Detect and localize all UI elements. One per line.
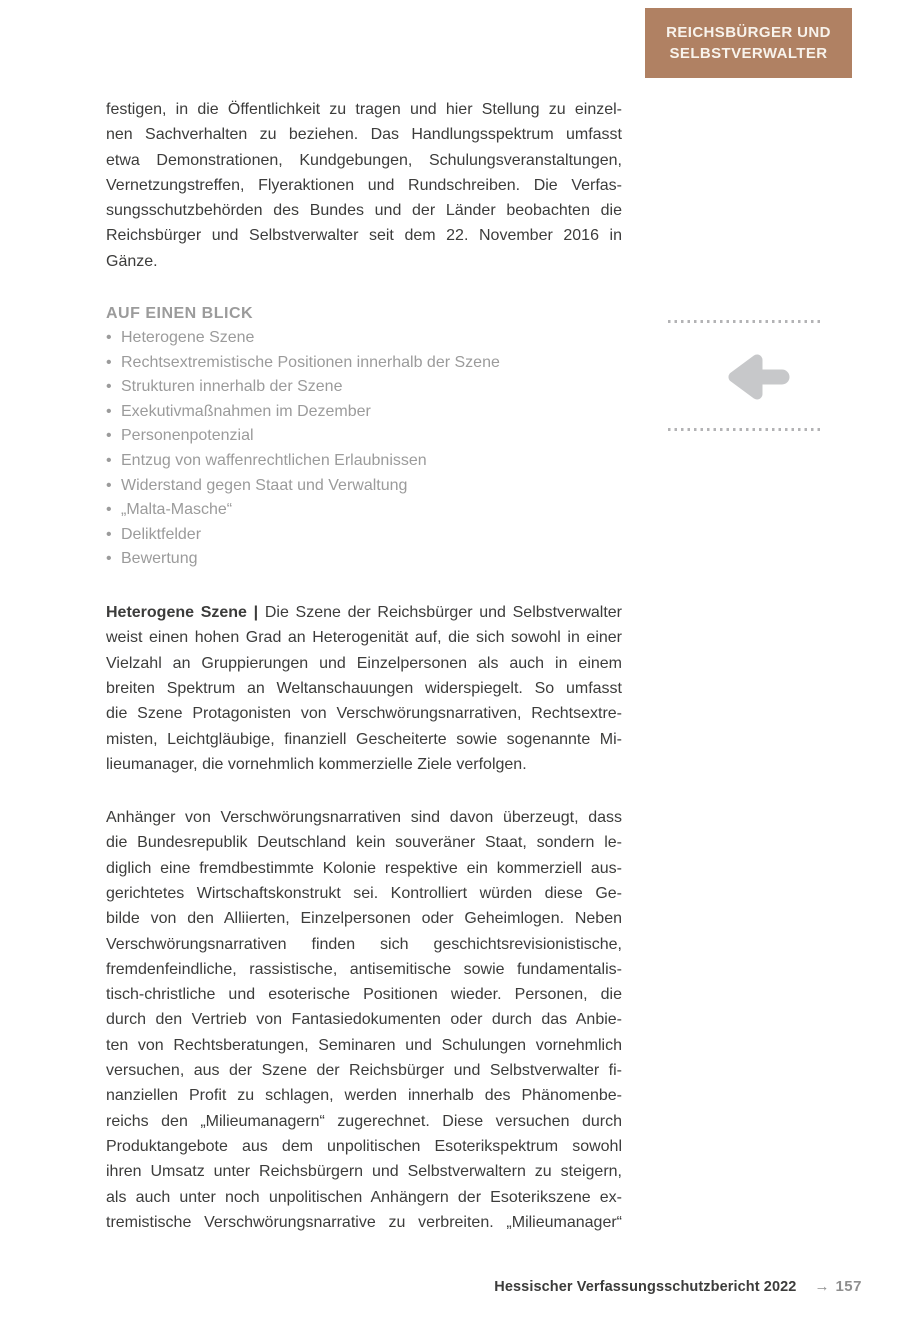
overview-item-label: Widerstand gegen Staat und Verwaltung (121, 476, 408, 494)
overview-list-item (106, 449, 622, 474)
overview-list-item (106, 351, 622, 376)
text-line: etwa Demonstrationen, Kundgebungen, Schulungsveranstaltungen, (106, 151, 622, 169)
chapter-tab-line1: REICHSBÜRGER UND (666, 24, 831, 41)
bullet-icon: • (106, 402, 112, 420)
overview-item-label: Personenpotenzial (121, 427, 254, 445)
bullet-icon: • (106, 329, 112, 347)
text-line: Verschwörungsnarrativen finden sich geschichtsrevisionistische, (106, 935, 622, 953)
report-title: Hessischer Verfassungsschutzbericht 2022 (494, 1279, 797, 1295)
text-line: diglich eine fremdbestimmte Kolonie respektive ein kommerziell aus- (106, 859, 622, 877)
overview-list (106, 326, 622, 572)
overview-item-label: Strukturen innerhalb der Szene (121, 378, 343, 396)
text-line: ten von Rechtsberatungen, Seminaren und Schulungen vornehmlich (106, 1036, 622, 1054)
chapter-tab-line2: SELBSTVERWALTER (669, 45, 828, 62)
text-line: misten, Leichtgläubige, finanziell Gescheiterte sowie sogenannte Mi- (106, 730, 622, 748)
overview-item-label: „Malta-Masche“ (121, 501, 233, 519)
text-line: weist einen hohen Grad an Heterogenität auf, die sich sowohl in einer (106, 629, 622, 647)
bullet-icon: • (106, 550, 112, 568)
paragraph-continuation (106, 625, 622, 777)
overview-list-item (106, 400, 622, 425)
page-arrow-icon: → (814, 1278, 830, 1295)
overview-list-item (106, 547, 622, 572)
dotted-divider-bottom (668, 428, 824, 431)
bullet-icon: • (106, 452, 112, 470)
back-arrow-icon (727, 351, 791, 403)
text-line: sungsschutzbehörden des Bundes und der Länder beobachten die (106, 202, 622, 220)
overview-item-label: Deliktfelder (121, 525, 202, 543)
overview-list-item (106, 523, 622, 548)
overview-item-label: Heterogene Szene (121, 329, 255, 347)
chapter-tab (645, 8, 852, 78)
text-line: Reichsbürger und Selbstverwalter seit dem 22. November 2016 in (106, 227, 622, 245)
paragraph-first-line-text: Die Szene der Reichsbürger und Selbstverwalter (264, 604, 623, 622)
bullet-icon: • (106, 476, 112, 494)
text-line: ihren Umsatz unter Reichsbürgern und Selbstverwaltern zu steigern, (106, 1163, 622, 1181)
overview-heading: AUF EINEN BLICK (106, 305, 254, 323)
text-line: gerichtetes Wirtschaftskonstrukt sei. Kontrolliert würden diese Ge- (106, 884, 622, 902)
text-line: tisch-christliche und esoterische Positionen wieder. Personen, die (106, 986, 622, 1004)
text-line: Vernetzungstreffen, Flyeraktionen und Rundschreiben. Die Verfas- (106, 176, 622, 194)
text-line: fremdenfeindliche, rassistische, antisemitische sowie fundamentalis- (106, 960, 622, 978)
overview-item-label: Rechtsextremistische Positionen innerhalb der Szene (121, 353, 500, 371)
bullet-icon: • (106, 353, 112, 371)
bullet-icon: • (106, 427, 112, 445)
overview-list-item (106, 375, 622, 400)
text-line: bilde von den Alliierten, Einzelpersonen oder Geheimlogen. Neben (106, 910, 622, 928)
text-line: durch den Vertrieb von Fantasiedokumenten oder durch das Anbie- (106, 1011, 622, 1029)
text-line: tremistische Verschwörungsnarrative zu verbreiten. „Milieumanager“ (106, 1213, 622, 1231)
bullet-icon: • (106, 525, 112, 543)
paragraph-first-line (106, 600, 622, 625)
bullet-icon: • (106, 501, 112, 519)
text-line: reichs den „Milieumanagern“ zugerechnet. Diese versuchen durch (106, 1112, 622, 1130)
text-line: nanziellen Profit zu schlagen, werden innerhalb des Phänomenbe- (106, 1087, 622, 1105)
overview-list-item (106, 326, 622, 351)
text-line: die Szene Protagonisten von Verschwörungsnarrativen, Rechtsextre- (106, 705, 622, 723)
overview-item-label: Bewertung (121, 550, 198, 568)
text-line: nen Sachverhalten zu beziehen. Das Handlungsspektrum umfasst (106, 126, 622, 144)
overview-item-label: Exekutivmaßnahmen im Dezember (121, 402, 371, 420)
text-line: Produktangebote aus dem unpolitischen Esoterikspektrum sowohl (106, 1137, 622, 1155)
anhaenger-paragraph (106, 805, 622, 1235)
page-number: 157 (835, 1278, 862, 1295)
overview-item-label: Entzug von waffenrechtlichen Erlaubnissen (121, 452, 427, 470)
text-line: versuchen, aus der Szene der Reichsbürger und Selbstverwalter fi- (106, 1062, 622, 1080)
text-line: lieumanager, die vornehmlich kommerzielle Ziele verfolgen. (106, 755, 527, 773)
page-footer (494, 1278, 862, 1295)
page-body (106, 97, 622, 1235)
text-line: die Bundesrepublik Deutschland kein souveräner Staat, sondern le- (106, 834, 622, 852)
text-line: als auch unter noch unpolitischen Anhängern der Esoterikszene ex- (106, 1188, 622, 1206)
bullet-icon: • (106, 378, 112, 396)
paragraph-lead: Heterogene Szene | (106, 604, 265, 622)
dotted-divider-top (668, 320, 824, 323)
overview-list-item (106, 474, 622, 499)
text-line: Anhänger von Verschwörungsnarrativen sind davon überzeugt, dass (106, 809, 622, 827)
intro-paragraph (106, 97, 622, 274)
page-number-block (814, 1278, 862, 1295)
overview-list-item (106, 498, 622, 523)
heterogene-szene-paragraph (106, 600, 622, 777)
text-line: breiten Spektrum an Weltanschauungen widerspiegelt. So umfasst (106, 679, 622, 697)
text-line: festigen, in die Öffentlichkeit zu tragen und hier Stellung zu einzel- (106, 101, 622, 118)
text-line: Vielzahl an Gruppierungen und Einzelpersonen als auch in einem (106, 654, 622, 672)
text-line: Gänze. (106, 252, 158, 270)
overview-list-item (106, 424, 622, 449)
